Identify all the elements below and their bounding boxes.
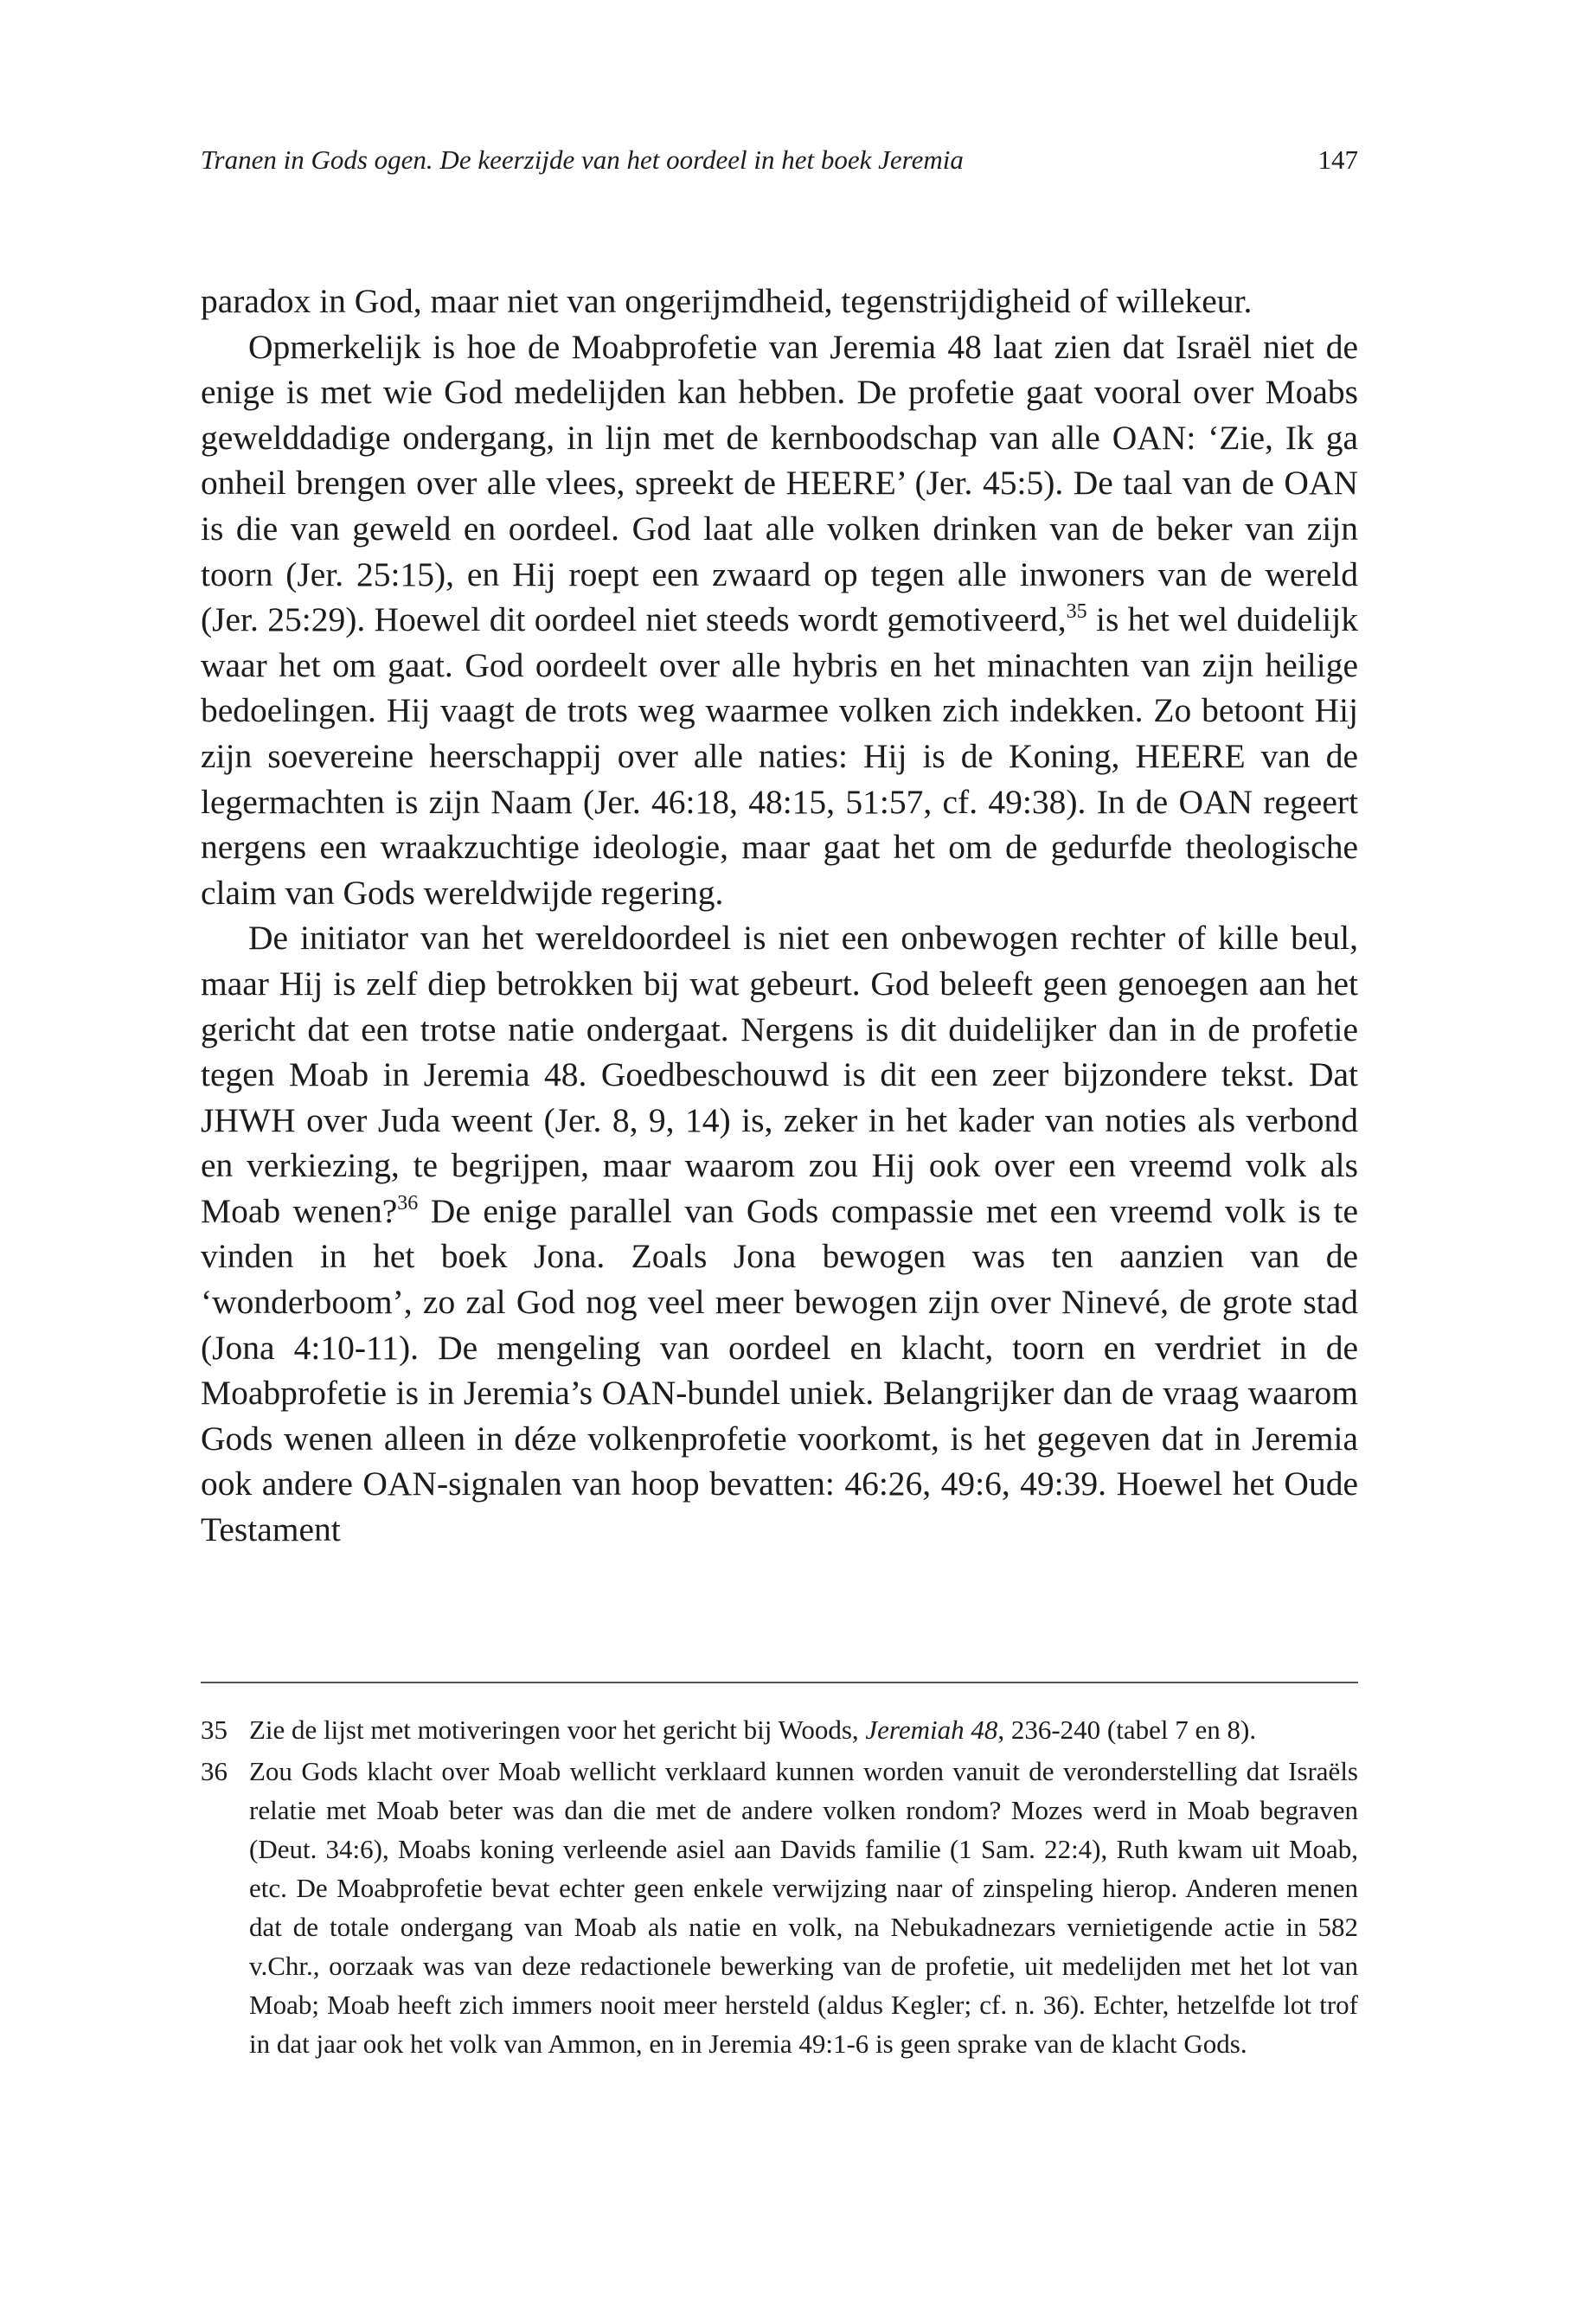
footnote-text-b: , 236-240 (tabel 7 en 8).	[997, 1715, 1257, 1745]
page-number: 147	[1317, 144, 1358, 175]
footnote-ref-36[interactable]: 36	[397, 1191, 419, 1215]
paragraph-3	[201, 915, 1358, 1552]
footnote-ref-35[interactable]: 35	[1066, 600, 1087, 624]
footnote-number: 35	[201, 1715, 228, 1745]
footnote-text	[249, 1715, 1256, 1745]
footnote-36	[201, 1752, 1358, 2063]
footnote-divider	[201, 1682, 1358, 1683]
paragraph-3-text-b: De enige parallel van Gods compassie met een vreemd volk is te vinden in het boek Jona. Zoals Jona bewogen was ten aanzien van de ‘wonderboom’, zo zal God nog veel meer bewogen zijn over Ninevé, de grote stad (Jona 4:10-11). De mengeling van oordeel en klacht, toorn en verdriet in de Moabprofetie is in Jeremia’s OAN-bundel uniek. Belangrijker dan de vraag waarom Gods wenen alleen in déze volkenprofetie voorkomt, is het gegeven dat in Jeremia ook andere OAN-signalen van hoop bevatten: 46:26, 49:6, 49:39. Hoewel het Oude Testament	[201, 1191, 1358, 1549]
paragraph-3-text-a: De initiator van het wereldoordeel is niet een onbewogen rechter of kille beul, maar Hij is zelf diep betrokken bij wat gebeurt. God beleeft geen genoegen aan het gericht dat een trotse natie ondergaat. Nergens is dit duidelijker dan in de profetie tegen Moab in Jeremia 48. Goedbeschouwd is dit een zeer bijzondere tekst. Dat JHWH over Juda weent (Jer. 8, 9, 14) is, zeker in het kader van noties als verbond en verkiezing, te begrijpen, maar waarom zou Hij ook over een vreemd volk als Moab wenen?	[201, 919, 1358, 1230]
footnote-text: Zou Gods klacht over Moab wellicht verklaard kunnen worden vanuit de veronderstelling dat Israëls relatie met Moab beter was dan die met de andere volken rondom? Mozes werd in Moab begraven (Deut. 34:6), Moabs koning verleende asiel aan Davids familie (1 Sam. 22:4), Ruth kwam uit Moab, etc. De Moabprofetie bevat echter geen enkele verwijzing naar of zinspeling hierop. Anderen menen dat de totale ondergang van Moab als natie en volk, na Nebukadnezars vernietigende actie in 582 v.Chr., oorzaak was van deze redactionele bewerking van de profetie, uit medelijden met het lot van Moab; Moab heeft zich immers nooit meer hersteld (aldus Kegler; cf. n. 36). Echter, hetzelfde lot trof in dat jaar ook het volk van Ammon, en in Jeremia 49:1-6 is geen sprake van de klacht Gods.	[249, 1756, 1358, 2059]
footnote-text-a: Zie de lijst met motiveringen voor het gericht bij Woods,	[249, 1715, 866, 1745]
footnote-number: 36	[201, 1756, 228, 1786]
paragraph-2	[201, 324, 1358, 916]
footnote-book-title: Jeremiah 48	[865, 1715, 998, 1745]
running-title: Tranen in Gods ogen. De keerzijde van het oordeel in het boek Jeremia	[201, 144, 964, 175]
footnotes	[201, 1710, 1358, 2066]
running-head	[201, 138, 1358, 182]
footnote-35	[201, 1710, 1358, 1749]
paragraph-2-text-a: Opmerkelijk is hoe de Moabprofetie van Jeremia 48 laat zien dat Israël niet de enige is met wie God medelijden kan hebben. De profetie gaat vooral over Moabs gewelddadige ondergang, in lijn met de kernboodschap van alle OAN: ‘Zie, Ik ga onheil brengen over alle vlees, spreekt de HEERE’ (Jer. 45:5). De taal van de OAN is die van geweld en oordeel. God laat alle volken drinken van de beker van zijn toorn (Jer. 25:15), en Hij roept een zwaard op tegen alle inwoners van de wereld (Jer. 25:29). Hoewel dit oordeel niet steeds wordt gemotiveerd,	[201, 327, 1358, 639]
paragraph-2-text-b: is het wel duidelijk waar het om gaat. God oordeelt over alle hybris en het minachten van zijn heilige bedoelingen. Hij vaagt de trots weg waarmee volken zich indekken. Zo betoont Hij zijn soevereine heerschappij over alle naties: Hij is de Koning, HEERE van de legermachten is zijn Naam (Jer. 46:18, 48:15, 51:57, cf. 49:38). In de OAN regeert nergens een wraakzuchtige ideologie, maar gaat het om de gedurfde theologische claim van Gods wereldwijde regering.	[201, 600, 1358, 912]
main-text	[201, 279, 1358, 1553]
paragraph-1: paradox in God, maar niet van ongerijmdheid, tegenstrijdigheid of willekeur.	[201, 282, 1253, 320]
